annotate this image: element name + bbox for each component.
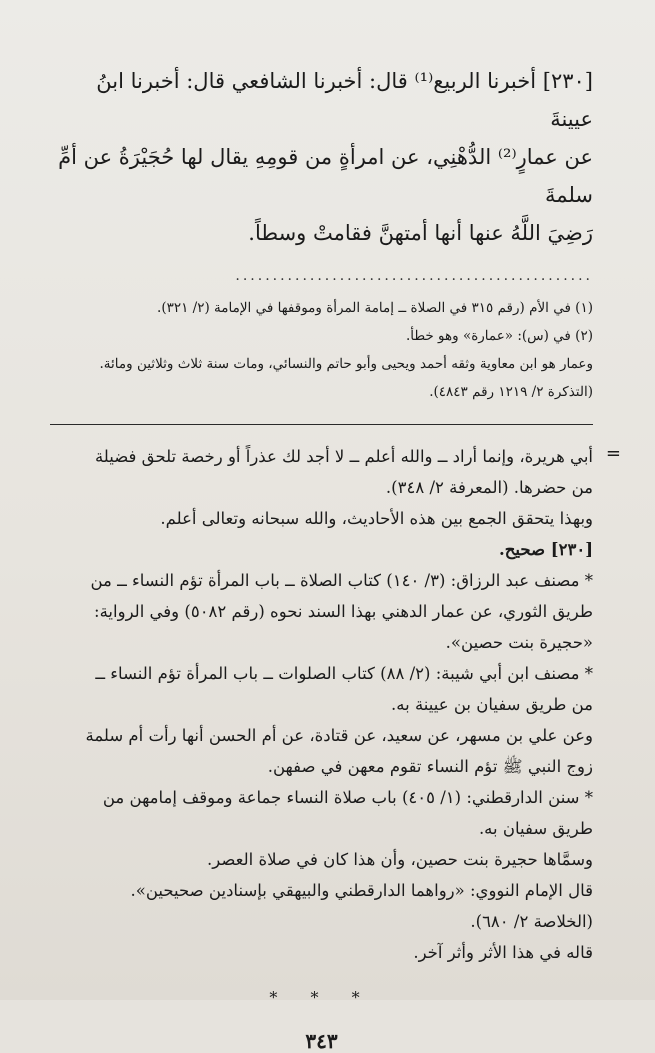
section-end-ornament: * * * [269,988,374,1007]
footnote-separator-dots: ................................................ [235,268,593,284]
commentary-line: من طريق سفيان بن عيينة به. [391,695,593,714]
commentary-line: * مصنف عبد الرزاق: (٣/ ١٤٠) كتاب الصلاة ــ باب المرأة تؤم النساء ــ من [90,571,593,590]
footnote-2: (٢) في (س): «عمارة» وهو خطأ. [405,328,593,344]
footnote-2-reference: (التذكرة ٢/ ١٢١٩ رقم ٤٨٤٣). [429,384,593,400]
commentary-line: وبهذا يتحقق الجمع بين هذه الأحاديث، والله سبحانه وتعالى أعلم. [160,509,593,528]
commentary-line: (الخلاصة ٢/ ٦٨٠). [470,912,593,931]
footnote-1: (١) في الأم (رقم ٣١٥ في الصلاة ــ إمامة المرأة وموقفها في الإمامة (٢/ ٣٢١). [157,300,593,316]
commentary-line: * سنن الدارقطني: (١/ ٤٠٥) باب صلاة النساء جماعة وموقف إمامهن من [102,788,593,807]
commentary-line: من حضرها. (المعرفة ٢/ ٣٤٨). [385,478,593,497]
hadith-grade-heading: [٢٣٠] صحيح. [499,540,593,559]
hadith-line-3: رَضِيَ اللَّهُ عنها أنها أمتهنَّ فقامتْ وسطاً. [248,221,593,245]
continuation-mark: = [605,443,621,464]
main-hadith-text [50,62,593,252]
commentary-line: زوج النبي ﷺ تؤم النساء تقوم معهن في صفهن. [267,757,593,776]
section-divider [50,424,593,425]
commentary-line: وسمَّاها حجيرة بنت حصين، وأن هذا كان في صلاة العصر. [206,850,593,869]
commentary-line: طريق الثوري، عن عمار الدهني بهذا السند نحوه (رقم ٥٠٨٢) وفي الرواية: [94,602,593,621]
hadith-line-2: عن عمارٍ⁽²⁾ الدُّهْنِي، عن امرأةٍ من قومِهِ يقال لها حُجَيْرَةُ عن أمِّ سلمةَ [58,145,593,207]
commentary-line: قاله في هذا الأثر وأثر آخر. [413,943,593,962]
commentary-line: وعن علي بن مسهر، عن سعيد، عن قتادة، عن أم الحسن أنها رأت أم سلمة [85,726,593,745]
footnotes [50,294,593,406]
footnote-2-detail: وعمار هو ابن معاوية وثقه أحمد ويحيى وأبو حاتم والنسائي، ومات سنة ثلاث وثلاثين ومائة. [99,356,593,372]
page-number: ٣٤٣ [305,1029,338,1053]
commentary-line: أبي هريرة، وإنما أراد ــ والله أعلم ــ لا أجد لك عذراً أو رخصة تلحق فضيلة [94,447,593,466]
hadith-line-1: [٢٣٠] أخبرنا الربيع⁽¹⁾ قال: أخبرنا الشافعي قال: أخبرنا ابنُ عيينةَ [96,69,593,131]
commentary-line: قال الإمام النووي: «رواهما الدارقطني والبيهقي بإسنادين صحيحين». [130,881,593,900]
commentary-line: «حجيرة بنت حصين». [445,633,593,652]
commentary-section [50,441,621,968]
commentary-line: * مصنف ابن أبي شيبة: (٢/ ٨٨) كتاب الصلوات ــ باب المرأة تؤم النساء ــ [95,664,593,683]
commentary-line: طريق سفيان به. [478,819,593,838]
